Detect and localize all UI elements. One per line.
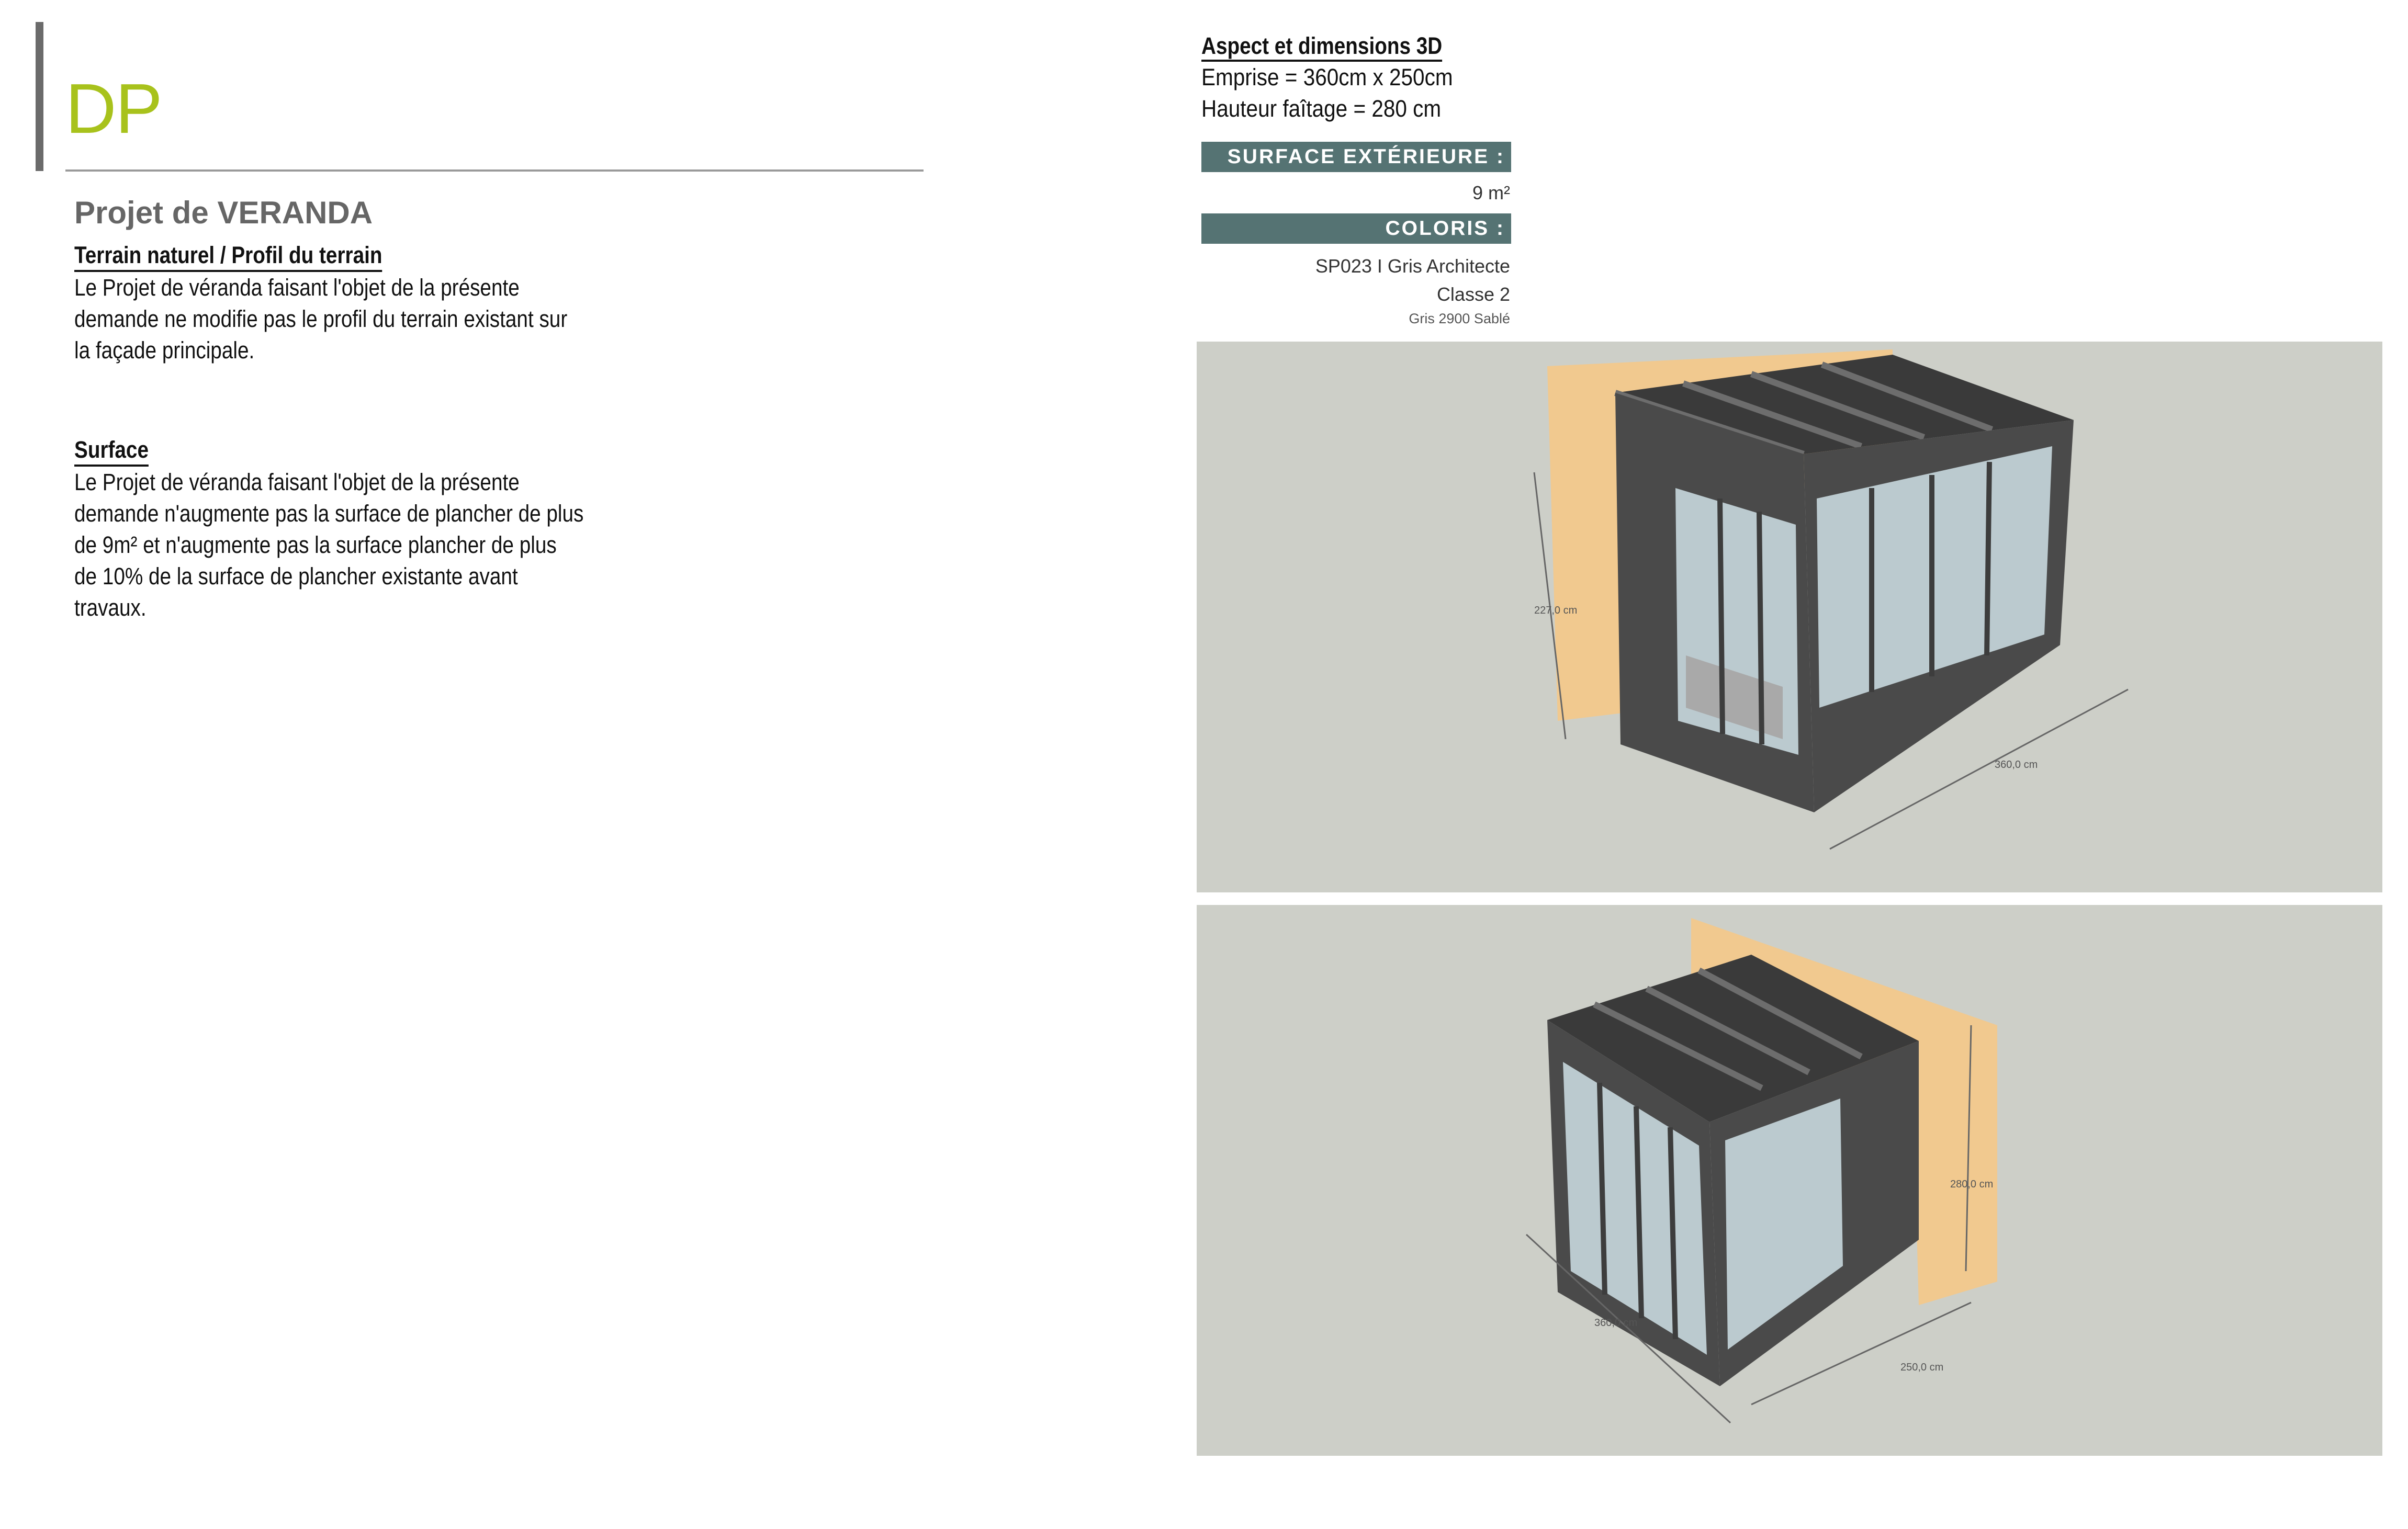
text-line: demande ne modifie pas le profil du terrain existant sur <box>74 305 568 332</box>
veranda-render-front <box>1197 342 2382 892</box>
accent-bar <box>36 22 43 171</box>
section-text-terrain <box>74 272 642 366</box>
document-code: DP <box>65 69 162 148</box>
coloris-line: Classe 2 <box>1436 284 1510 305</box>
text-line: la façade principale. <box>74 337 255 364</box>
render-view-front <box>1197 342 2382 892</box>
coloris-label-bar: COLORIS : <box>1201 213 1511 244</box>
surface-value: 9 m² <box>1472 182 1510 203</box>
section-heading-surface: Surface <box>74 436 149 467</box>
coloris-line: Gris 2900 Sablé <box>1409 311 1510 326</box>
project-title: Projet de VERANDA <box>74 195 373 230</box>
height-dimension-label: 227,0 cm <box>1534 605 1578 616</box>
header-divider <box>65 169 924 172</box>
text-line: demande n'augmente pas la surface de plancher de plus <box>74 500 584 527</box>
render-view-side <box>1197 905 2382 1456</box>
specs-heading: Aspect et dimensions 3D <box>1201 32 1442 62</box>
text-line: Le Projet de véranda faisant l'objet de la présente <box>74 469 520 495</box>
height-dimension-label: 280,0 cm <box>1950 1179 1994 1190</box>
text-line: Le Projet de véranda faisant l'objet de la présente <box>74 274 520 301</box>
text-line: travaux. <box>74 594 147 621</box>
section-text-surface <box>74 467 642 624</box>
coloris-line: SP023 I Gris Architecte <box>1315 255 1510 277</box>
veranda-render-side <box>1197 905 2382 1456</box>
width-dimension-label: 360,0 cm <box>1594 1317 1638 1329</box>
text-line: de 10% de la surface de plancher existante avant <box>74 563 518 590</box>
hauteur-text: Hauteur faîtage = 280 cm <box>1201 95 1442 122</box>
section-heading-terrain: Terrain naturel / Profil du terrain <box>74 242 382 272</box>
text-line: de 9m² et n'augmente pas la surface plancher de plus <box>74 531 557 558</box>
surface-label-bar: SURFACE EXTÉRIEURE : <box>1201 142 1511 172</box>
width-dimension-label: 360,0 cm <box>1995 759 2038 771</box>
emprise-text: Emprise = 360cm x 250cm <box>1201 64 1453 90</box>
depth-dimension-label: 250,0 cm <box>1900 1362 1944 1373</box>
